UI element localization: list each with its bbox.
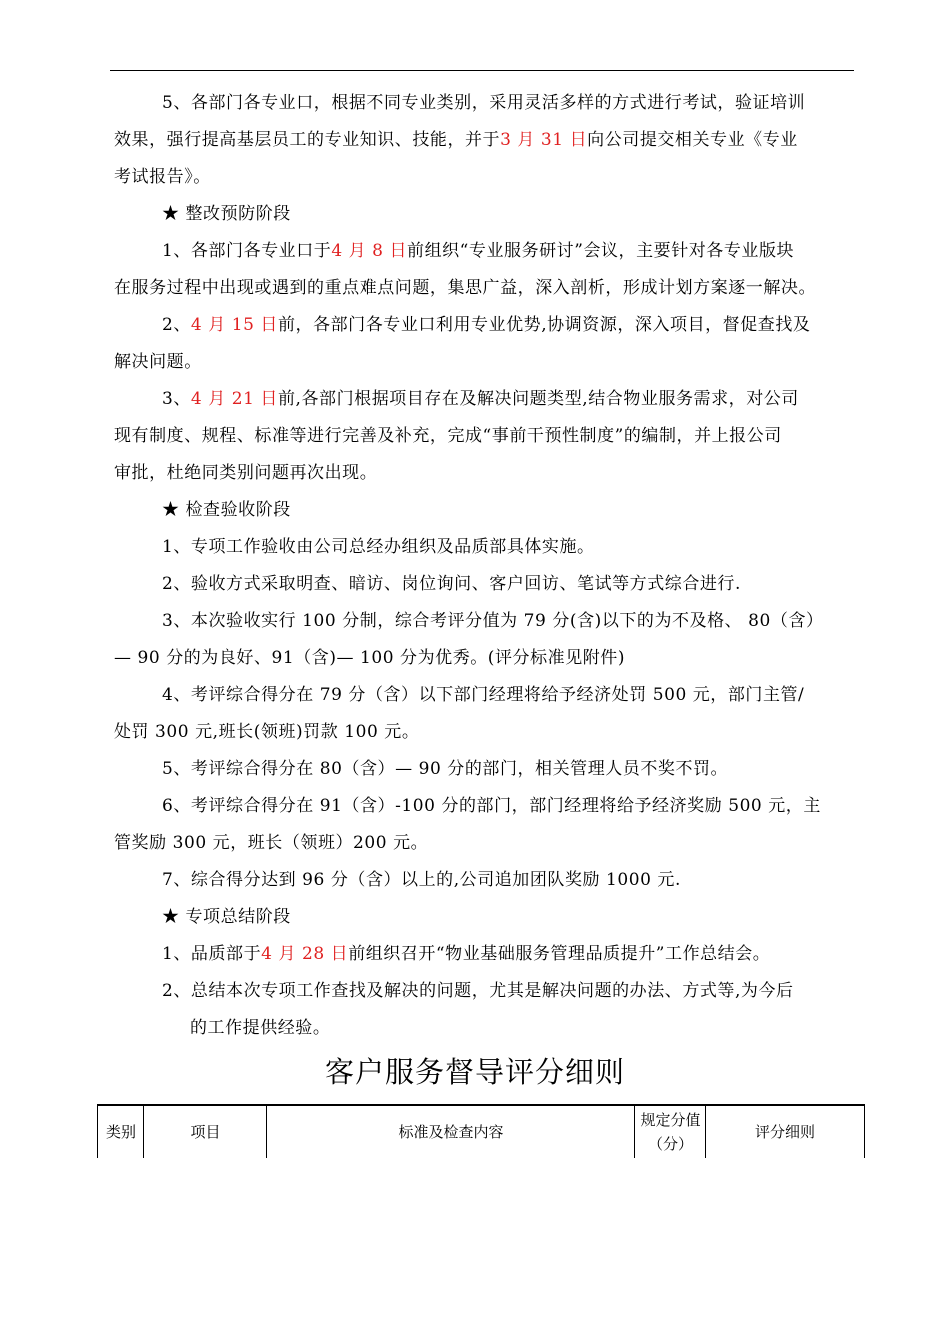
- text-line: 在服务过程中出现或遇到的重点难点问题，集思广益，深入剖析，形成计划方案逐一解决。: [114, 278, 816, 298]
- header-cell-score: 规定分值 （分）: [634, 1106, 706, 1158]
- text-line: 5、考评综合得分在 80（含）— 90 分的部门，相关管理人员不奖不罚。: [162, 759, 729, 779]
- text-line: 7、综合得分达到 96 分（含）以上的,公司追加团队奖励 1000 元.: [162, 870, 681, 890]
- text-line: 2、总结本次专项工作查找及解决的问题，尤其是解决问题的办法、方式等,为今后: [162, 981, 794, 1001]
- text-line: 现有制度、规程、标准等进行完善及补充，完成“事前干预性制度”的编制，并上报公司: [114, 426, 782, 446]
- text-line: 考试报告》。: [114, 167, 211, 187]
- header-cell-item: 项目: [143, 1106, 267, 1158]
- text-run: 前，各部门各专业口利用专业优势,协调资源，深入项目，督促查找及: [277, 315, 811, 335]
- text-line: 的工作提供经验。: [190, 1018, 331, 1038]
- text-run: 前组织“专业服务研讨”会议，主要针对各专业版块: [407, 241, 795, 261]
- deadline-date: 3 月 31 日: [500, 130, 588, 150]
- text-line: [114, 130, 798, 150]
- section-heading-summary: ★ 专项总结阶段: [162, 907, 291, 927]
- header-cell-standard: 标准及检查内容: [266, 1106, 635, 1158]
- text-line: [162, 315, 810, 335]
- text-line: 4、考评综合得分在 79 分（含）以下部门经理将给予经济处罚 500 元，部门主管/: [162, 685, 805, 705]
- deadline-date: 4 月 8 日: [331, 241, 408, 261]
- text-run: 1、各部门各专业口于: [162, 241, 332, 261]
- header-cell-category: 类别: [97, 1106, 144, 1158]
- text-line: 1、专项工作验收由公司总经办组织及品质部具体实施。: [162, 537, 595, 557]
- text-run: 向公司提交相关专业《专业: [587, 130, 798, 150]
- text-run: 2、: [162, 315, 191, 335]
- text-line: [162, 944, 770, 964]
- deadline-date: 4 月 15 日: [190, 315, 278, 335]
- text-line: 3、本次验收实行 100 分制，综合考评分值为 79 分(含)以下的为不及格、 80（含）: [162, 611, 824, 631]
- text-line: — 90 分的为良好、91（含)— 100 分为优秀。(评分标准见附件): [114, 648, 626, 668]
- text-line: 处罚 300 元,班长(领班)罚款 100 元。: [114, 722, 420, 742]
- deadline-date: 4 月 21 日: [190, 389, 278, 409]
- text-line: 2、验收方式采取明查、暗访、岗位询问、客户回访、笔试等方式综合进行.: [162, 574, 741, 594]
- text-line: 管奖励 300 元，班长（领班）200 元。: [114, 833, 429, 853]
- text-line: 解决问题。: [114, 352, 202, 372]
- score-table-header: [97, 1104, 865, 1158]
- table-title: 客户服务督导评分细则: [324, 1055, 625, 1089]
- text-line: 5、各部门各专业口，根据不同专业类别，采用灵活多样的方式进行考试，验证培训: [162, 93, 806, 113]
- text-line: [162, 241, 794, 261]
- text-run: 1、品质部于: [162, 944, 262, 964]
- section-heading-rectify: ★ 整改预防阶段: [162, 204, 291, 224]
- text-run: 3、: [162, 389, 191, 409]
- text-line: [162, 389, 799, 409]
- header-rule: [110, 70, 854, 71]
- text-line: 审批，杜绝同类别问题再次出现。: [114, 463, 378, 483]
- header-cell-rules: 评分细则: [705, 1106, 865, 1158]
- text-line: 6、考评综合得分在 91（含）-100 分的部门，部门经理将给予经济奖励 500 元，主: [162, 796, 821, 816]
- text-run: 前,各部门根据项目存在及解决问题类型,结合物业服务需求，对公司: [277, 389, 799, 409]
- deadline-date: 4 月 28 日: [261, 944, 349, 964]
- text-run: 效果，强行提高基层员工的专业知识、技能，并于: [114, 130, 501, 150]
- text-run: 前组织召开“物业基础服务管理品质提升”工作总结会。: [348, 944, 771, 964]
- section-heading-check: ★ 检查验收阶段: [162, 500, 291, 520]
